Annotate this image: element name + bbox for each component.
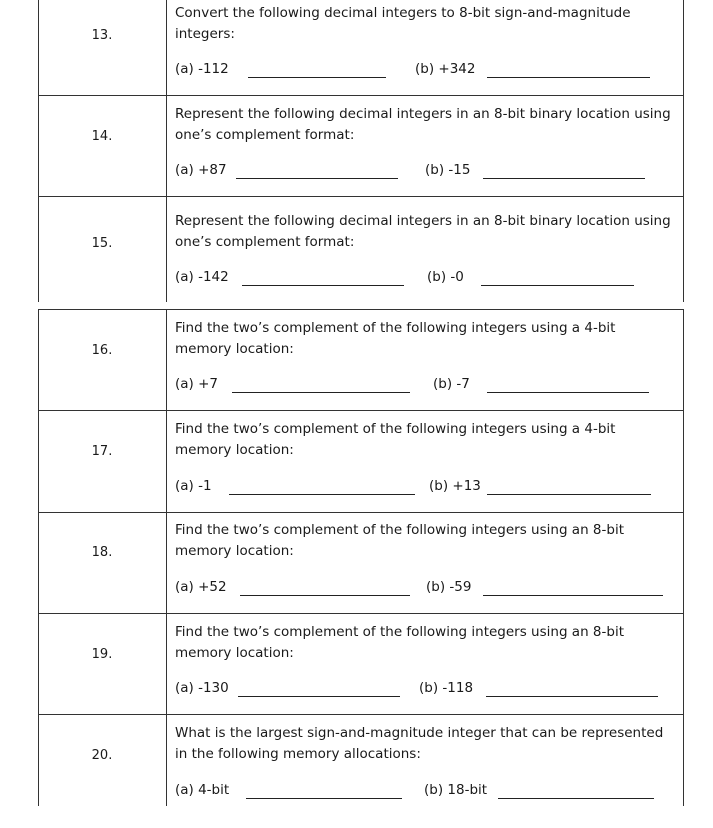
answer-blank-a[interactable]: [238, 696, 400, 697]
answer-label-b: (b) +13: [429, 478, 481, 494]
question-number: 19.: [91, 647, 113, 662]
row-divider: [38, 714, 684, 715]
answer-label-a: (a) +7: [175, 376, 218, 392]
answer-blank-b[interactable]: [498, 798, 654, 799]
row-divider: [38, 410, 684, 411]
answer-blank-a[interactable]: [248, 77, 386, 78]
question-text: Find the two’s complement of the following integers using a 4-bit memory location:: [175, 421, 616, 458]
question-text: Convert the following decimal integers to 8-bit sign-and-magnitude integers:: [175, 5, 631, 42]
answer-blank-b[interactable]: [487, 494, 651, 495]
answer-label-a: (a) +87: [175, 162, 227, 178]
question-number: 13.: [91, 28, 113, 43]
answer-label-b: (b) -59: [426, 579, 472, 595]
question-number: 17.: [91, 444, 113, 459]
question-number: 18.: [91, 545, 113, 560]
question-text: Represent the following decimal integers in an 8-bit binary location using one’s complement format:: [175, 106, 671, 143]
answer-label-b: (b) +342: [415, 61, 476, 77]
answer-label-a: (a) -142: [175, 269, 229, 285]
answer-label-a: (a) -130: [175, 680, 229, 696]
answer-label-b: (b) 18-bit: [424, 782, 488, 798]
answer-label-a: (a) 4-bit: [175, 782, 230, 798]
answer-blank-b[interactable]: [481, 285, 634, 286]
answer-label-a: (a) +52: [175, 579, 227, 595]
question-number: 15.: [91, 236, 113, 251]
answer-blank-b[interactable]: [486, 696, 658, 697]
table-border-mid-upper: [166, 0, 167, 302]
answer-blank-a[interactable]: [236, 178, 398, 179]
row-divider: [38, 196, 684, 197]
question-text: Find the two’s complement of the following integers using an 8-bit memory location:: [175, 624, 625, 661]
answer-label-b: (b) -118: [419, 680, 474, 696]
question-number: 20.: [91, 748, 113, 763]
row-divider: [38, 613, 684, 614]
table-border-mid-lower: [166, 309, 167, 806]
question-text: Represent the following decimal integers in an 8-bit binary location using one’s complement format:: [175, 213, 671, 250]
answer-blank-b[interactable]: [483, 178, 645, 179]
question-number: 14.: [91, 129, 113, 144]
answer-label-a: (a) -1: [175, 478, 212, 494]
question-number: 16.: [91, 343, 113, 358]
question-text: Find the two’s complement of the following integers using an 8-bit memory location:: [175, 522, 625, 559]
answer-blank-a[interactable]: [246, 798, 402, 799]
table-top-lower: [38, 309, 684, 310]
answer-label-b: (b) -7: [433, 376, 470, 392]
answer-blank-a[interactable]: [232, 392, 410, 393]
answer-blank-b[interactable]: [487, 77, 650, 78]
answer-label-b: (b) -0: [427, 269, 464, 285]
table-border-left-upper: [38, 0, 39, 302]
row-divider: [38, 95, 684, 96]
answer-blank-a[interactable]: [229, 494, 415, 495]
answer-label-b: (b) -15: [425, 162, 471, 178]
question-text: Find the two’s complement of the following integers using a 4-bit memory location:: [175, 320, 616, 357]
table-border-right-upper: [683, 0, 684, 302]
row-divider: [38, 512, 684, 513]
question-text: What is the largest sign-and-magnitude integer that can be represented in the following memory allocations:: [175, 725, 664, 762]
answer-blank-a[interactable]: [242, 285, 404, 286]
answer-blank-a[interactable]: [240, 595, 410, 596]
answer-blank-b[interactable]: [487, 392, 649, 393]
answer-blank-b[interactable]: [483, 595, 663, 596]
answer-label-a: (a) -112: [175, 61, 229, 77]
table-border-right-lower: [683, 309, 684, 806]
